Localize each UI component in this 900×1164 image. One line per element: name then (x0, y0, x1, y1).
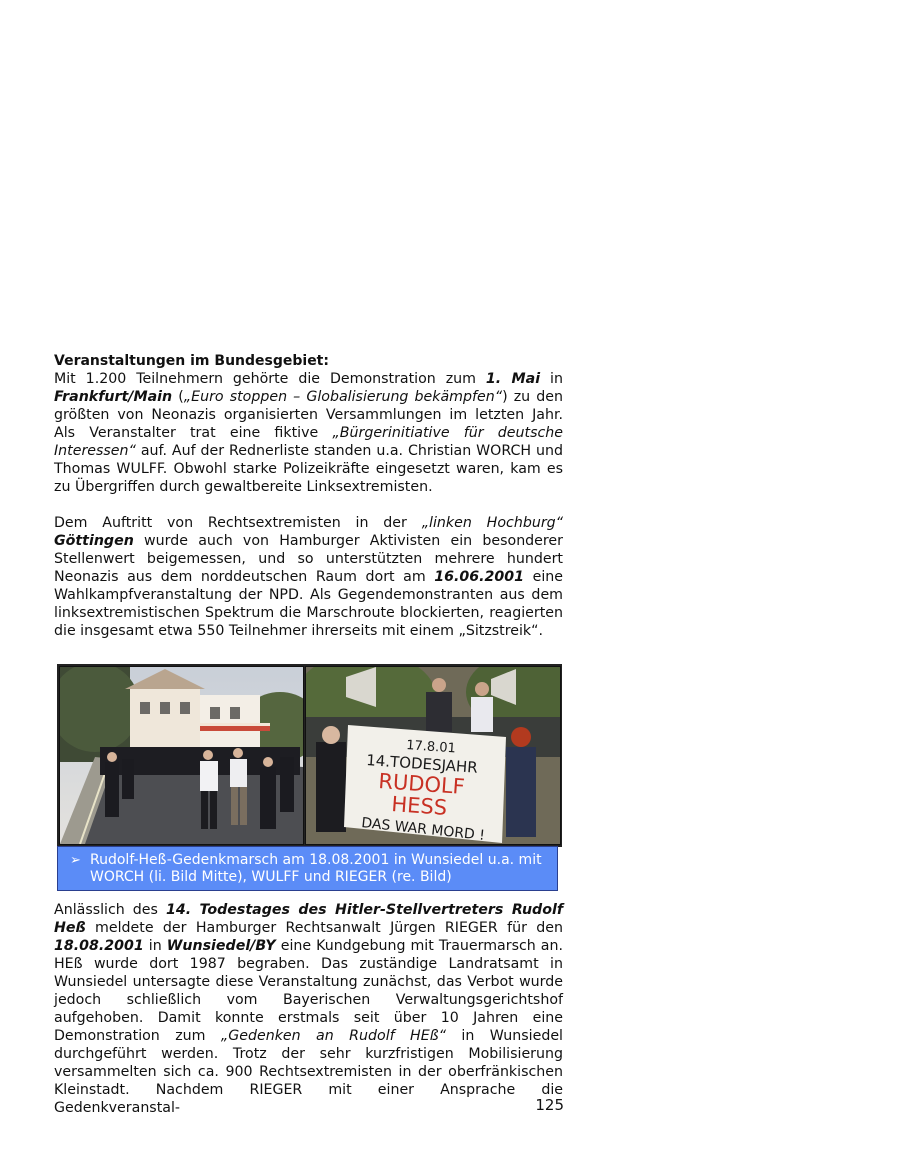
section-goettingen (54, 514, 563, 640)
march-photo-illustration (60, 667, 303, 844)
paragraph-wunsiedel: Anlässlich des 14. Todestages des Hitler-Stellvertreters Rudolf Heß meldete der Hamburger Rechtsanwalt Jürgen RIEGER für den 18.08.2001 in Wunsiedel/BY eine Kundgebung mit Trauermarsch an. HEß wurde dort 1987 begraben. Das zuständige Landratsamt in Wunsiedel untersagte diese Veranstaltung zunächst, das Verbot wurde jedoch schließlich vom Bayerischen Verwaltungsgerichtshof aufgehoben. Damit konnte erstmals seit über 10 Jahren eine Demonstration zum „Gedenken an Rudolf HEß“ in Wunsiedel durchgeführt werden. Trotz der sehr kurzfristigen Mobilisierung versammelten sich ca. 900 Rechtsextremisten in der oberfränkischen Kleinstadt. Nachdem RIEGER mit einer Ansprache die Gedenkveranstal- (54, 902, 563, 1116)
banner-text-date: 17.8.01 (405, 738, 457, 757)
photo-caption (57, 846, 558, 891)
banner-text-first: RUDOLF (377, 769, 466, 800)
banner-text-year: 14.TODESJAHR (365, 751, 479, 777)
paragraph-goettingen: Dem Auftritt von Rechtsextremisten in der „linken Hochburg“ Göttingen wurde auch von Hamburger Aktivisten ein besonderer Stellenwert beigemessen, und so unterstützten mehrere hundert Neonazis aus dem norddeutschen Raum dort am 16.06.2001 eine Wahlkampfveranstaltung der NPD. Als Gegendemonstranten aus dem linksextremistischen Spektrum die Marschroute blockierten, reagierten die insgesamt etwa 550 Teilnehmer ihrerseits mit einem „Sitzstreik“. (54, 515, 564, 639)
banner-text-slogan: DAS WAR MORD ! (360, 815, 486, 844)
caption-text: Rudolf-Heß-Gedenkmarsch am 18.08.2001 in Wunsiedel u.a. mit WORCH (li. Bild Mitte), WULFF und RIEGER (re. Bild) (90, 852, 542, 885)
paragraph-frankfurt: Mit 1.200 Teilnehmern gehörte die Demonstration zum 1. Mai in Frankfurt/Main („Euro stoppen – Globalisierung bekämpfen“) zu den größten von Neonazis organisierten Versammlungen im letzten Jahr. Als Veranstalter trat eine fiktive „Bürgerinitiative für deutsche Interessen“ auf. Auf der Rednerliste standen u.a. Christian WORCH und Thomas WULFF. Obwohl starke Polizeikräfte eingesetzt waren, kam es zu Übergriffen durch gewaltbereite Linksextremisten. (54, 371, 563, 495)
section-events (54, 352, 563, 496)
banner-photo-illustration (306, 667, 560, 844)
page-number: 125 (535, 1096, 564, 1114)
section-wunsiedel (54, 901, 563, 1117)
arrow-icon: ➢ (70, 853, 81, 868)
photo-march (59, 666, 304, 845)
photo-frame (57, 664, 562, 847)
banner-text-last: HESS (390, 792, 448, 820)
photo-banner (305, 666, 561, 845)
section-heading: Veranstaltungen im Bundesgebiet: (54, 353, 329, 369)
